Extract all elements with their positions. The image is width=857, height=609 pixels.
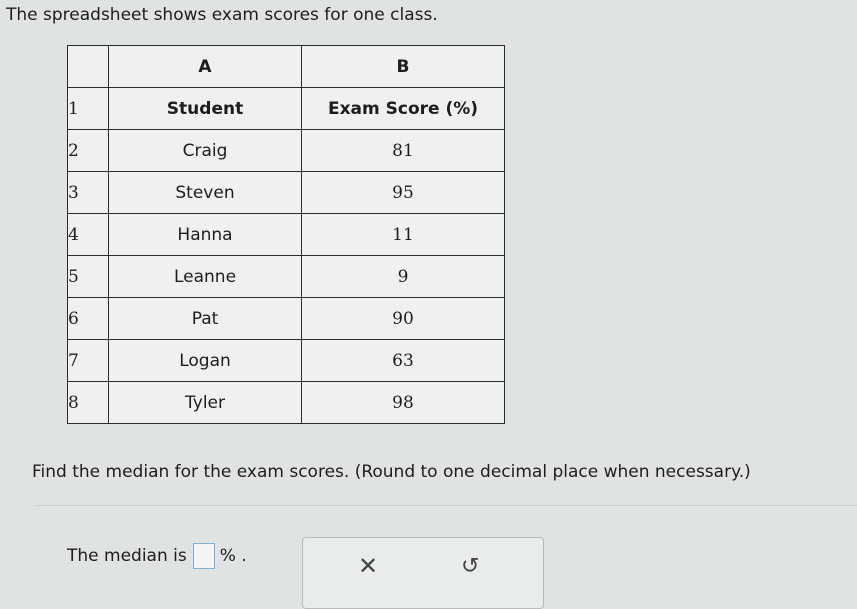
- clear-icon[interactable]: ✕: [358, 552, 379, 580]
- student-name: Craig: [109, 130, 302, 172]
- row-number: 5: [68, 256, 109, 298]
- student-name: Tyler: [109, 382, 302, 424]
- student-header: Student: [109, 88, 302, 130]
- row-number: 8: [68, 382, 109, 424]
- exam-score: 9: [302, 256, 505, 298]
- exam-score: 11: [302, 214, 505, 256]
- row-number: 7: [68, 340, 109, 382]
- answer-toolbar: [302, 537, 544, 609]
- divider: [36, 505, 857, 506]
- student-name: Hanna: [109, 214, 302, 256]
- question-text: Find the median for the exam scores. (Round to one decimal place when necessary.): [32, 462, 751, 482]
- spreadsheet-table: [67, 45, 505, 424]
- table-row: [68, 298, 505, 340]
- table-row: [68, 382, 505, 424]
- median-answer-input[interactable]: [193, 543, 215, 569]
- student-name: Pat: [109, 298, 302, 340]
- corner-cell: [68, 46, 109, 88]
- score-header: Exam Score (%): [302, 88, 505, 130]
- table-row: [68, 172, 505, 214]
- table-row: [68, 130, 505, 172]
- row-number: 6: [68, 298, 109, 340]
- table-row: [68, 88, 505, 130]
- exam-score: 90: [302, 298, 505, 340]
- exam-score: 63: [302, 340, 505, 382]
- row-number: 4: [68, 214, 109, 256]
- row-number: 2: [68, 130, 109, 172]
- column-header-a: A: [109, 46, 302, 88]
- row-number: 1: [68, 88, 109, 130]
- answer-suffix: % .: [219, 546, 247, 566]
- undo-icon[interactable]: ↺: [461, 554, 480, 579]
- answer-line: [67, 543, 247, 569]
- exam-score: 98: [302, 382, 505, 424]
- answer-prefix: The median is: [67, 546, 187, 566]
- student-name: Logan: [109, 340, 302, 382]
- column-header-row: [68, 46, 505, 88]
- student-name: Steven: [109, 172, 302, 214]
- row-number: 3: [68, 172, 109, 214]
- table-row: [68, 214, 505, 256]
- table-row: [68, 256, 505, 298]
- column-header-b: B: [302, 46, 505, 88]
- table-row: [68, 340, 505, 382]
- exam-score: 81: [302, 130, 505, 172]
- student-name: Leanne: [109, 256, 302, 298]
- intro-text: The spreadsheet shows exam scores for one class.: [6, 5, 438, 25]
- exam-score: 95: [302, 172, 505, 214]
